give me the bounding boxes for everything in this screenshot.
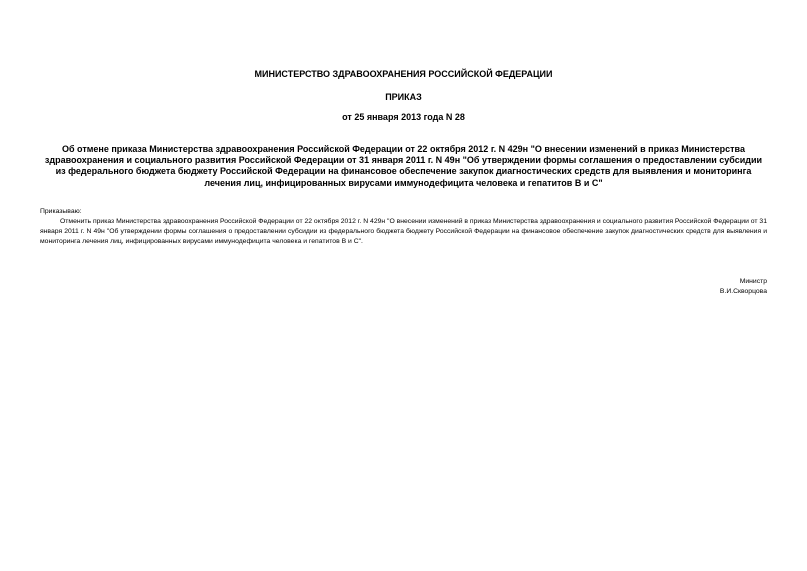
document-title: Об отмене приказа Министерства здравоохранения Российской Федерации от 22 октября 2012 г. N 429н "О внесении изменений в приказ Министерства здравоохранения и социального развития Российской Федерации от 31 января 2011 г. N 49н "Об утверждении формы соглашения о предоставлении субсидии из федерального бюджета бюджету Российской Федерации на финансовое обеспечение закупок диагностических средств для выявления и мониторинга лечения лиц, инфицированных вирусами иммунодефицита человека и гепатитов В и С" <box>44 144 763 188</box>
document-date-number: от 25 января 2013 года N 28 <box>342 112 465 122</box>
document-type: ПРИКАЗ <box>385 92 422 102</box>
signature-name: В.И.Скворцова <box>719 288 767 295</box>
ministry-heading: МИНИСТЕРСТВО ЗДРАВООХРАНЕНИЯ РОССИЙСКОЙ ФЕДЕРАЦИИ <box>254 69 553 79</box>
order-paragraph: Отменить приказ Министерства здравоохранения Российской Федерации от 22 октября 2012 г. N 429н "О внесении изменений в приказ Министерства здравоохранения и социального развития Российской Федерации от 31 января 2011 г. N 49н "Об утверждении формы соглашения о предоставлении субсидии из федерального бюджета бюджету Российской Федерации на финансовое обеспечение закупок диагностических средств для выявления и мониторинга лечения лиц, инфицированных вирусами иммунодефицита человека и гепатитов В и С". <box>40 218 767 245</box>
signature-role: Министр <box>739 278 767 285</box>
preamble-text: Приказываю: <box>40 208 82 215</box>
